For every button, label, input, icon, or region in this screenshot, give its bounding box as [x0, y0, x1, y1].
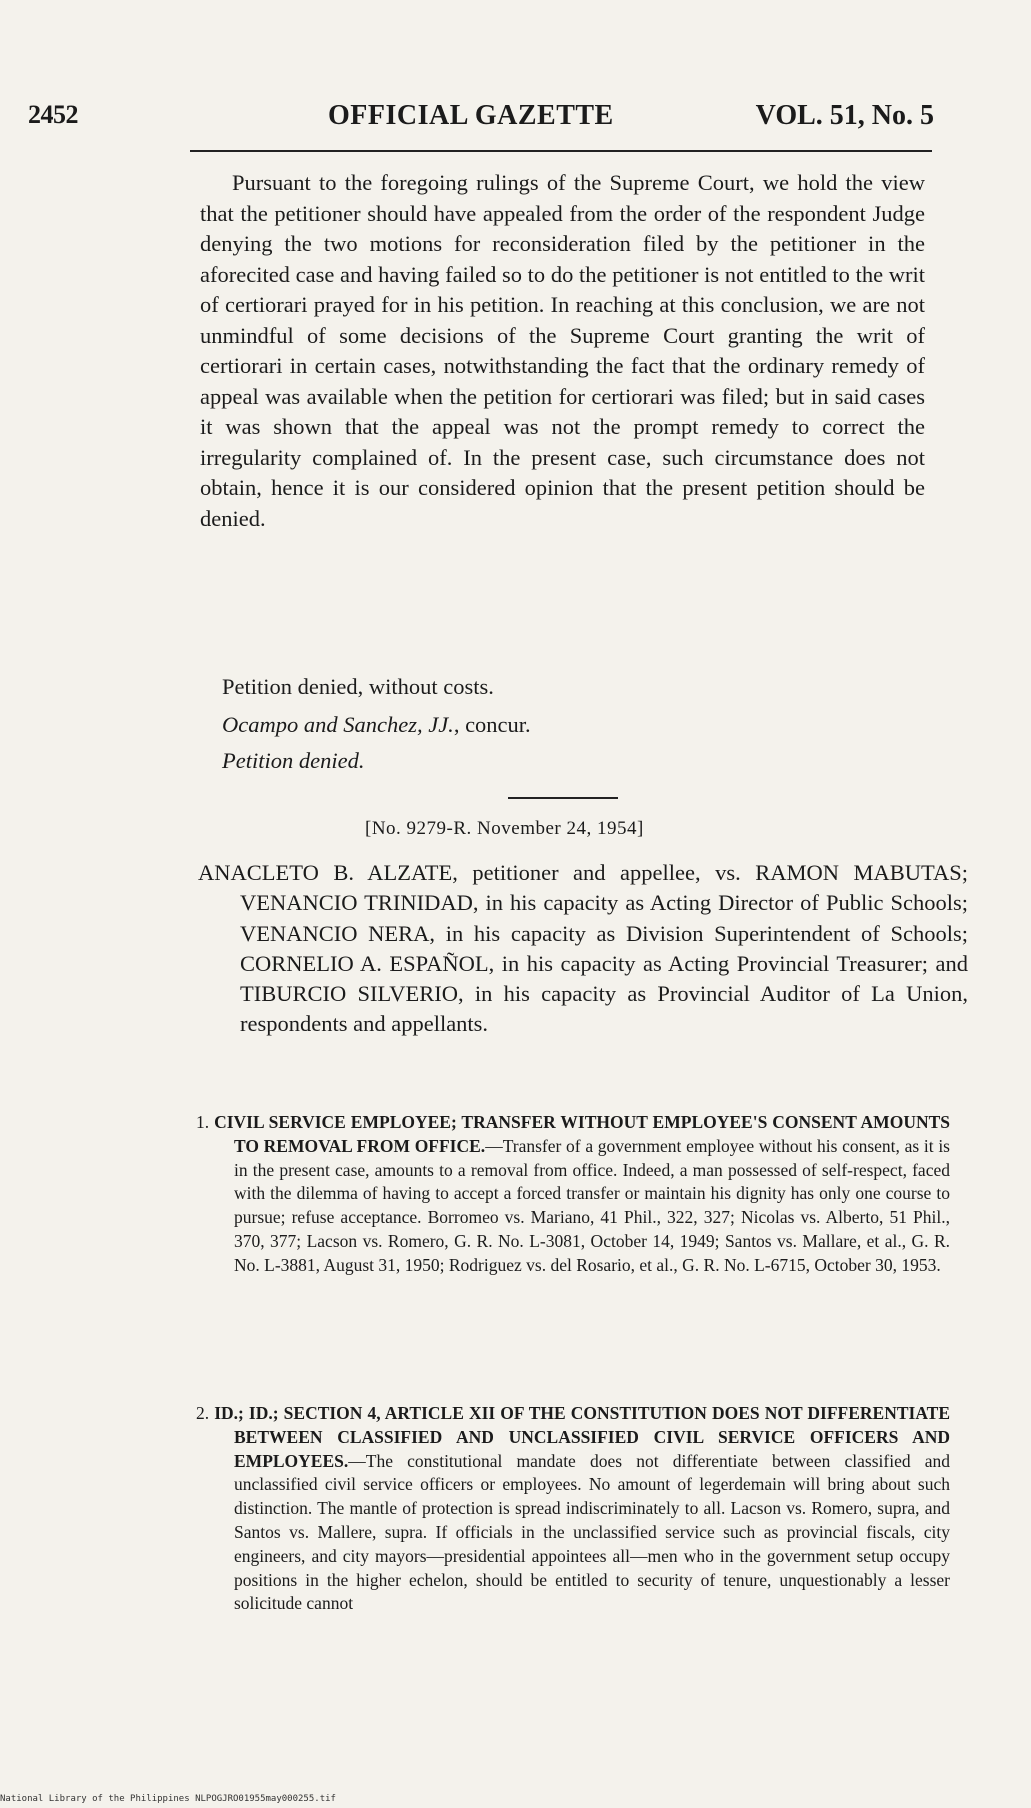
page-number: 2452 [28, 100, 78, 129]
publication-title: OFFICIAL GAZETTE [328, 100, 614, 131]
scan-footer: National Library of the Philippines NLPOGJRO01955may000255.tif [0, 1794, 336, 1804]
syllabus-number: 1. [196, 1112, 210, 1132]
case-title: ANACLETO B. ALZATE, petitioner and appellee, vs. RAMON MABUTAS; VENANCIO TRINIDAD, in his capacity as Acting Director of Public Schools; VENANCIO NERA, in his capacity as Division Superintendent of Schools; CORNELIO A. ESPAÑOL, in his capacity as Acting Provincial Treasurer; and TIBURCIO SILVERIO, in his capacity as Provincial Auditor of La Union, respondents and appellants. [198, 860, 968, 1037]
concur-text: , concur. [453, 712, 531, 737]
syllabus-heading: ID.; ID.; SECTION 4, ARTICLE XII OF THE CONSTITUTION DOES NOT DIFFERENTIATE BETWEEN CLASSIFIED AND UNCLASSIFIED CIVIL SERVICE OFFICERS AND EMPLOYEES. [214, 1403, 950, 1471]
concurring-justices: Ocampo and Sanchez, JJ. [222, 712, 454, 737]
disposition: Petition denied, without costs. [222, 674, 494, 699]
volume-number: VOL. 51, No. 5 [755, 100, 934, 131]
case-number: [No. 9279-R. November 24, 1954] [365, 818, 644, 839]
syllabus-number: 2. [196, 1403, 210, 1423]
syllabus-text: —Transfer of a government employee without his consent, as it is in the present case, amounts to a removal from office. Indeed, a man possessed of self-respect, faced with the dilemma of having to accept a forced transfer or maintain his dignity has only one course to pursue; refuse acceptance. Borromeo vs. Mariano, 41 Phil., 322, 327; Nicolas vs. Alberto, 51 Phil., 370, 377; Lacson vs. Romero, G. R. No. L-3081, October 14, 1949; Santos vs. Mallare, et al., G. R. No. L-3881, August 31, 1950; Rodriguez vs. del Rosario, et al., G. R. No. L-6715, October 30, 1953. [234, 1135, 950, 1275]
header-divider [190, 150, 932, 152]
decision-result: Petition denied. [222, 748, 365, 773]
syllabus-item [196, 1111, 950, 1278]
page-header [28, 100, 934, 136]
decision-paragraph: Pursuant to the foregoing rulings of the Supreme Court, we hold the view that the petitioner should have appealed from the order of the respondent Judge denying the two motions for reconsideration filed by the petitioner in the aforecited case and having failed so to do the petitioner is not entitled to the writ of certiorari prayed for in his petition. In reaching at this conclusion, we are not unmindful of some decisions of the Supreme Court granting the writ of certiorari in certain cases, notwithstanding the fact that the ordinary remedy of appeal was available when the petition for certiorari was filed; but in said cases it was shown that the appeal was not the prompt remedy to correct the irregularity complained of. In the present case, such circumstance does not obtain, hence it is our considered opinion that the present petition should be denied. [200, 170, 925, 531]
syllabus-heading: CIVIL SERVICE EMPLOYEE; TRANSFER WITHOUT EMPLOYEE'S CONSENT AMOUNTS TO REMOVAL FROM OFFICE. [214, 1112, 950, 1156]
section-divider [508, 797, 618, 799]
concurrence [222, 712, 531, 738]
syllabus-item [196, 1402, 950, 1616]
syllabus-text: —The constitutional mandate does not differentiate between classified and unclassified civil service officers or employees. No amount of legerdemain will bring about such distinction. The mantle of protection is spread indiscriminately to all. Lacson vs. Romero, supra, and Santos vs. Mallere, supra. If officials in the unclassified service such as provincial fiscals, city engineers, and city mayors—presidential appointees all—men who in the government setup occupy positions in the higher echelon, should be entitled to security of tenure, unquestionably a lesser solicitude cannot [234, 1450, 950, 1614]
